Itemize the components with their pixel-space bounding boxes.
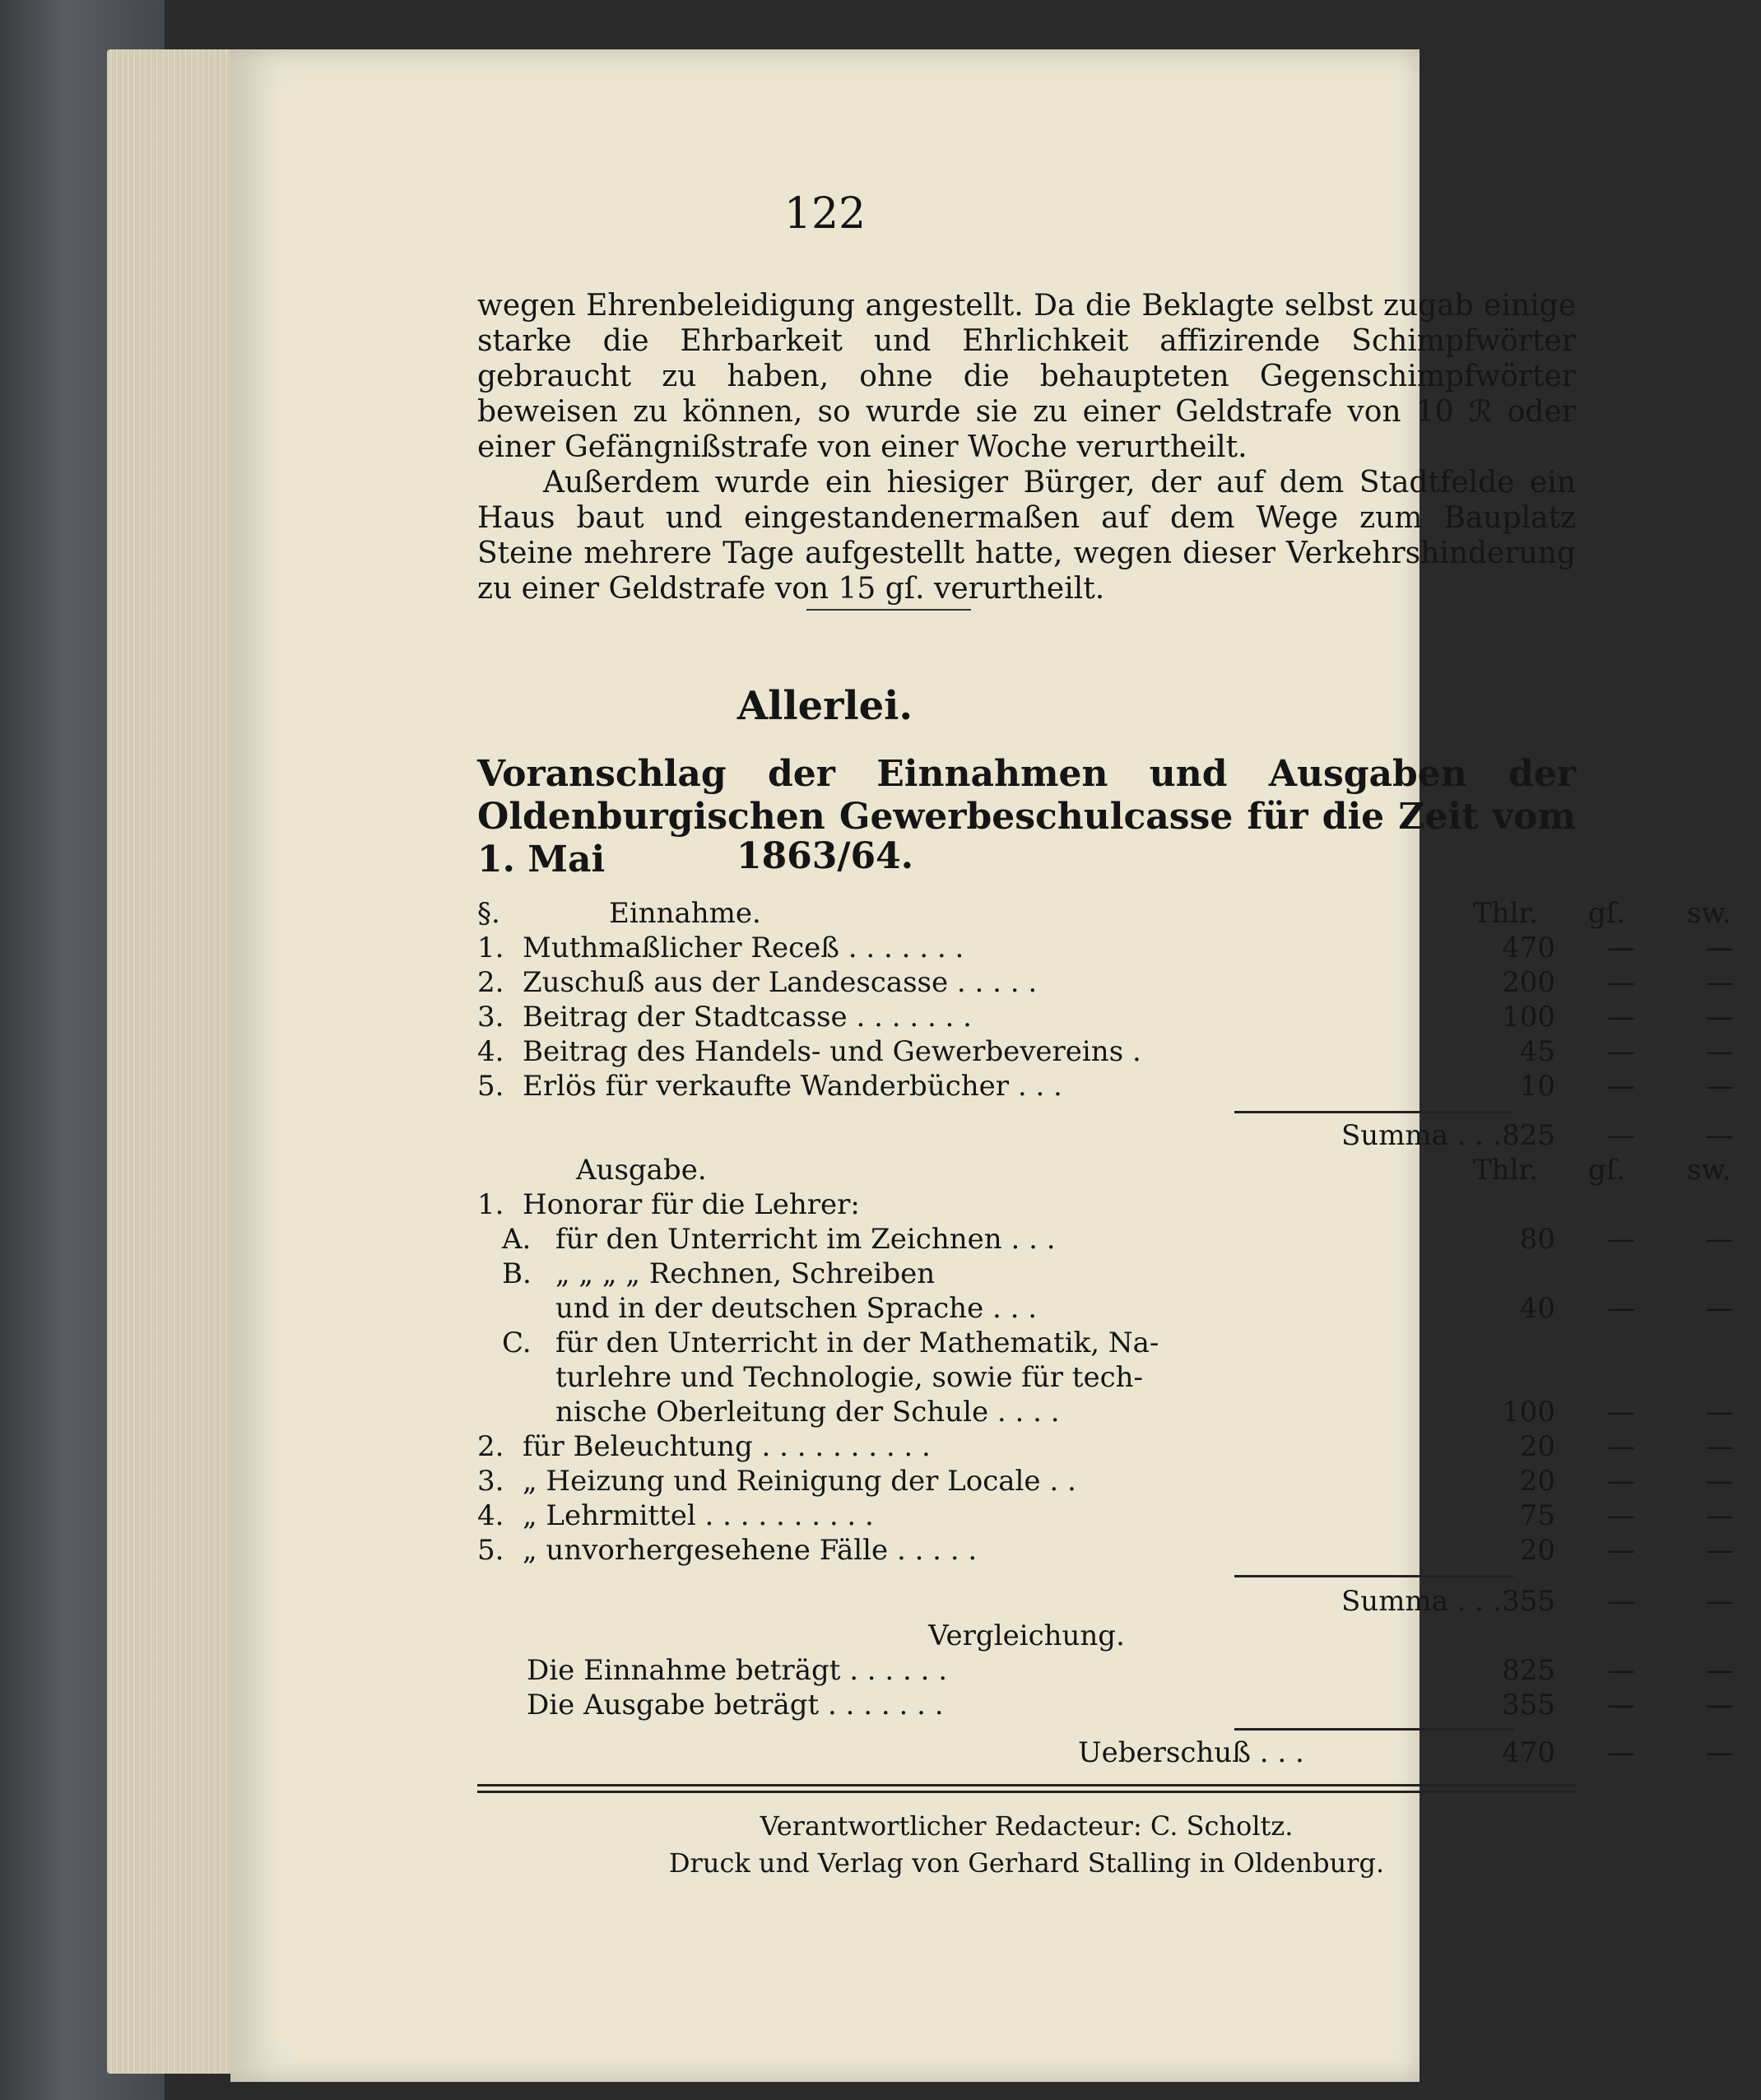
section-title: Allerlei. — [736, 683, 913, 729]
table-row: 4. Beitrag des Handels- und Gewerbevereins . 45 — — — [477, 1035, 1734, 1068]
page-edges — [107, 49, 239, 2074]
section-mark: §. — [477, 897, 500, 930]
double-rule — [477, 1784, 1576, 1786]
budget-year: 1863/64. — [736, 835, 914, 877]
col-header: gſ. — [1588, 897, 1626, 930]
intro-text — [477, 288, 1576, 606]
summa-row: Summa . . . 355 — — — [1341, 1585, 1734, 1618]
expense-title: Ausgabe. — [576, 1154, 707, 1187]
table-row: B. „ „ „ „ Rechnen, Schreiben — [502, 1257, 936, 1290]
table-row: nische Oberleitung der Schule . . . . 100 — — — [555, 1396, 1734, 1429]
col-header: gſ. — [1588, 1154, 1626, 1187]
table-row: 5. „ unvorhergesehene Fälle . . . . . 20 — — — [477, 1534, 1734, 1567]
book-page — [230, 49, 1734, 2082]
table-row: C. für den Unterricht in der Mathematik, Na- — [502, 1326, 1159, 1359]
table-row: und in der deutschen Sprache . . . 40 — — — [555, 1292, 1734, 1325]
table-row: turlehre und Technologie, sowie für tech- — [555, 1361, 1144, 1394]
table-row: 2. Zuschuß aus der Landescasse . . . . . 200 — — — [477, 966, 1734, 999]
table-row: Die Einnahme beträgt . . . . . . 825 — — — [527, 1654, 1734, 1687]
income-title: Einnahme. — [609, 897, 761, 930]
intro-paragraph: Außerdem wurde ein hiesiger Bürger, der auf dem Stadtfelde ein Haus baut und eingestandenermaßen auf dem Wege zum Bauplatz Steine mehrere Tage aufgestellt hatte, wegen dieser Verkehrshinderung zu einer Geldstrafe von 15 gſ. verurtheilt. — [477, 466, 1576, 606]
col-header: Thlr. — [1473, 1154, 1538, 1187]
table-row: Die Ausgabe beträgt . . . . . . . 355 — — — [527, 1689, 1734, 1721]
page-number: 122 — [783, 189, 867, 239]
double-rule — [477, 1791, 1576, 1793]
col-header: sw. — [1687, 897, 1731, 930]
editor-line: Verantwortlicher Redacteur: C. Scholtz. — [760, 1810, 1294, 1842]
printer-line: Druck und Verlag von Gerhard Stalling in Oldenburg. — [668, 1847, 1385, 1879]
separator-rule — [806, 609, 971, 611]
income-header-row — [477, 897, 1731, 930]
col-header: Thlr. — [1473, 897, 1538, 930]
comparison-title: Vergleichung. — [928, 1619, 1125, 1652]
comparison-title-row — [477, 1619, 1576, 1652]
expense-header-row — [477, 1154, 1731, 1187]
table-row: 4. „ Lehrmittel . . . . . . . . . . 75 — — — [477, 1499, 1734, 1532]
surplus-row: Ueberschuß . . . 470 — — — [1078, 1736, 1734, 1769]
table-row: 5. Erlös für verkaufte Wanderbücher . . . 10 — — — [477, 1070, 1734, 1103]
table-row: 1. Honorar für die Lehrer: — [477, 1188, 860, 1221]
table-row: 3. „ Heizung und Reinigung der Locale . . 20 — — — [477, 1465, 1734, 1498]
sum-rule — [1234, 1575, 1514, 1577]
table-row: 3. Beitrag der Stadtcasse . . . . . . . 100 — — — [477, 1001, 1734, 1034]
table-row: 2. für Beleuchtung . . . . . . . . . . 20 — — — [477, 1430, 1734, 1463]
sum-rule — [1234, 1728, 1514, 1731]
table-row: 1. Muthmaßlicher Receß . . . . . . . 470 — — — [477, 932, 1734, 964]
sum-rule — [1234, 1111, 1514, 1113]
table-row: A. für den Unterricht im Zeichnen . . . 80 — — — [502, 1223, 1734, 1256]
budget-heading: Voranschlag der Einnahmen und Ausgaben der Oldenburgischen Gewerbeschulcasse für die Zeit vom 1. Mai — [477, 753, 1576, 880]
intro-paragraph: wegen Ehrenbeleidigung angestellt. Da die Beklagte selbst zugab einige starke die Ehrbarkeit und Ehrlichkeit affizirende Schimpfwörter gebraucht zu haben, ohne die behaupteten Gegenschimpfwörter beweisen zu können, so wurde sie zu einer Geldstrafe von 10 ℛ︀ oder einer Gefängnißstrafe von einer Woche verurtheilt. — [477, 289, 1576, 464]
col-header: sw. — [1687, 1154, 1731, 1187]
summa-row: Summa . . . 825 — — — [1341, 1119, 1734, 1152]
